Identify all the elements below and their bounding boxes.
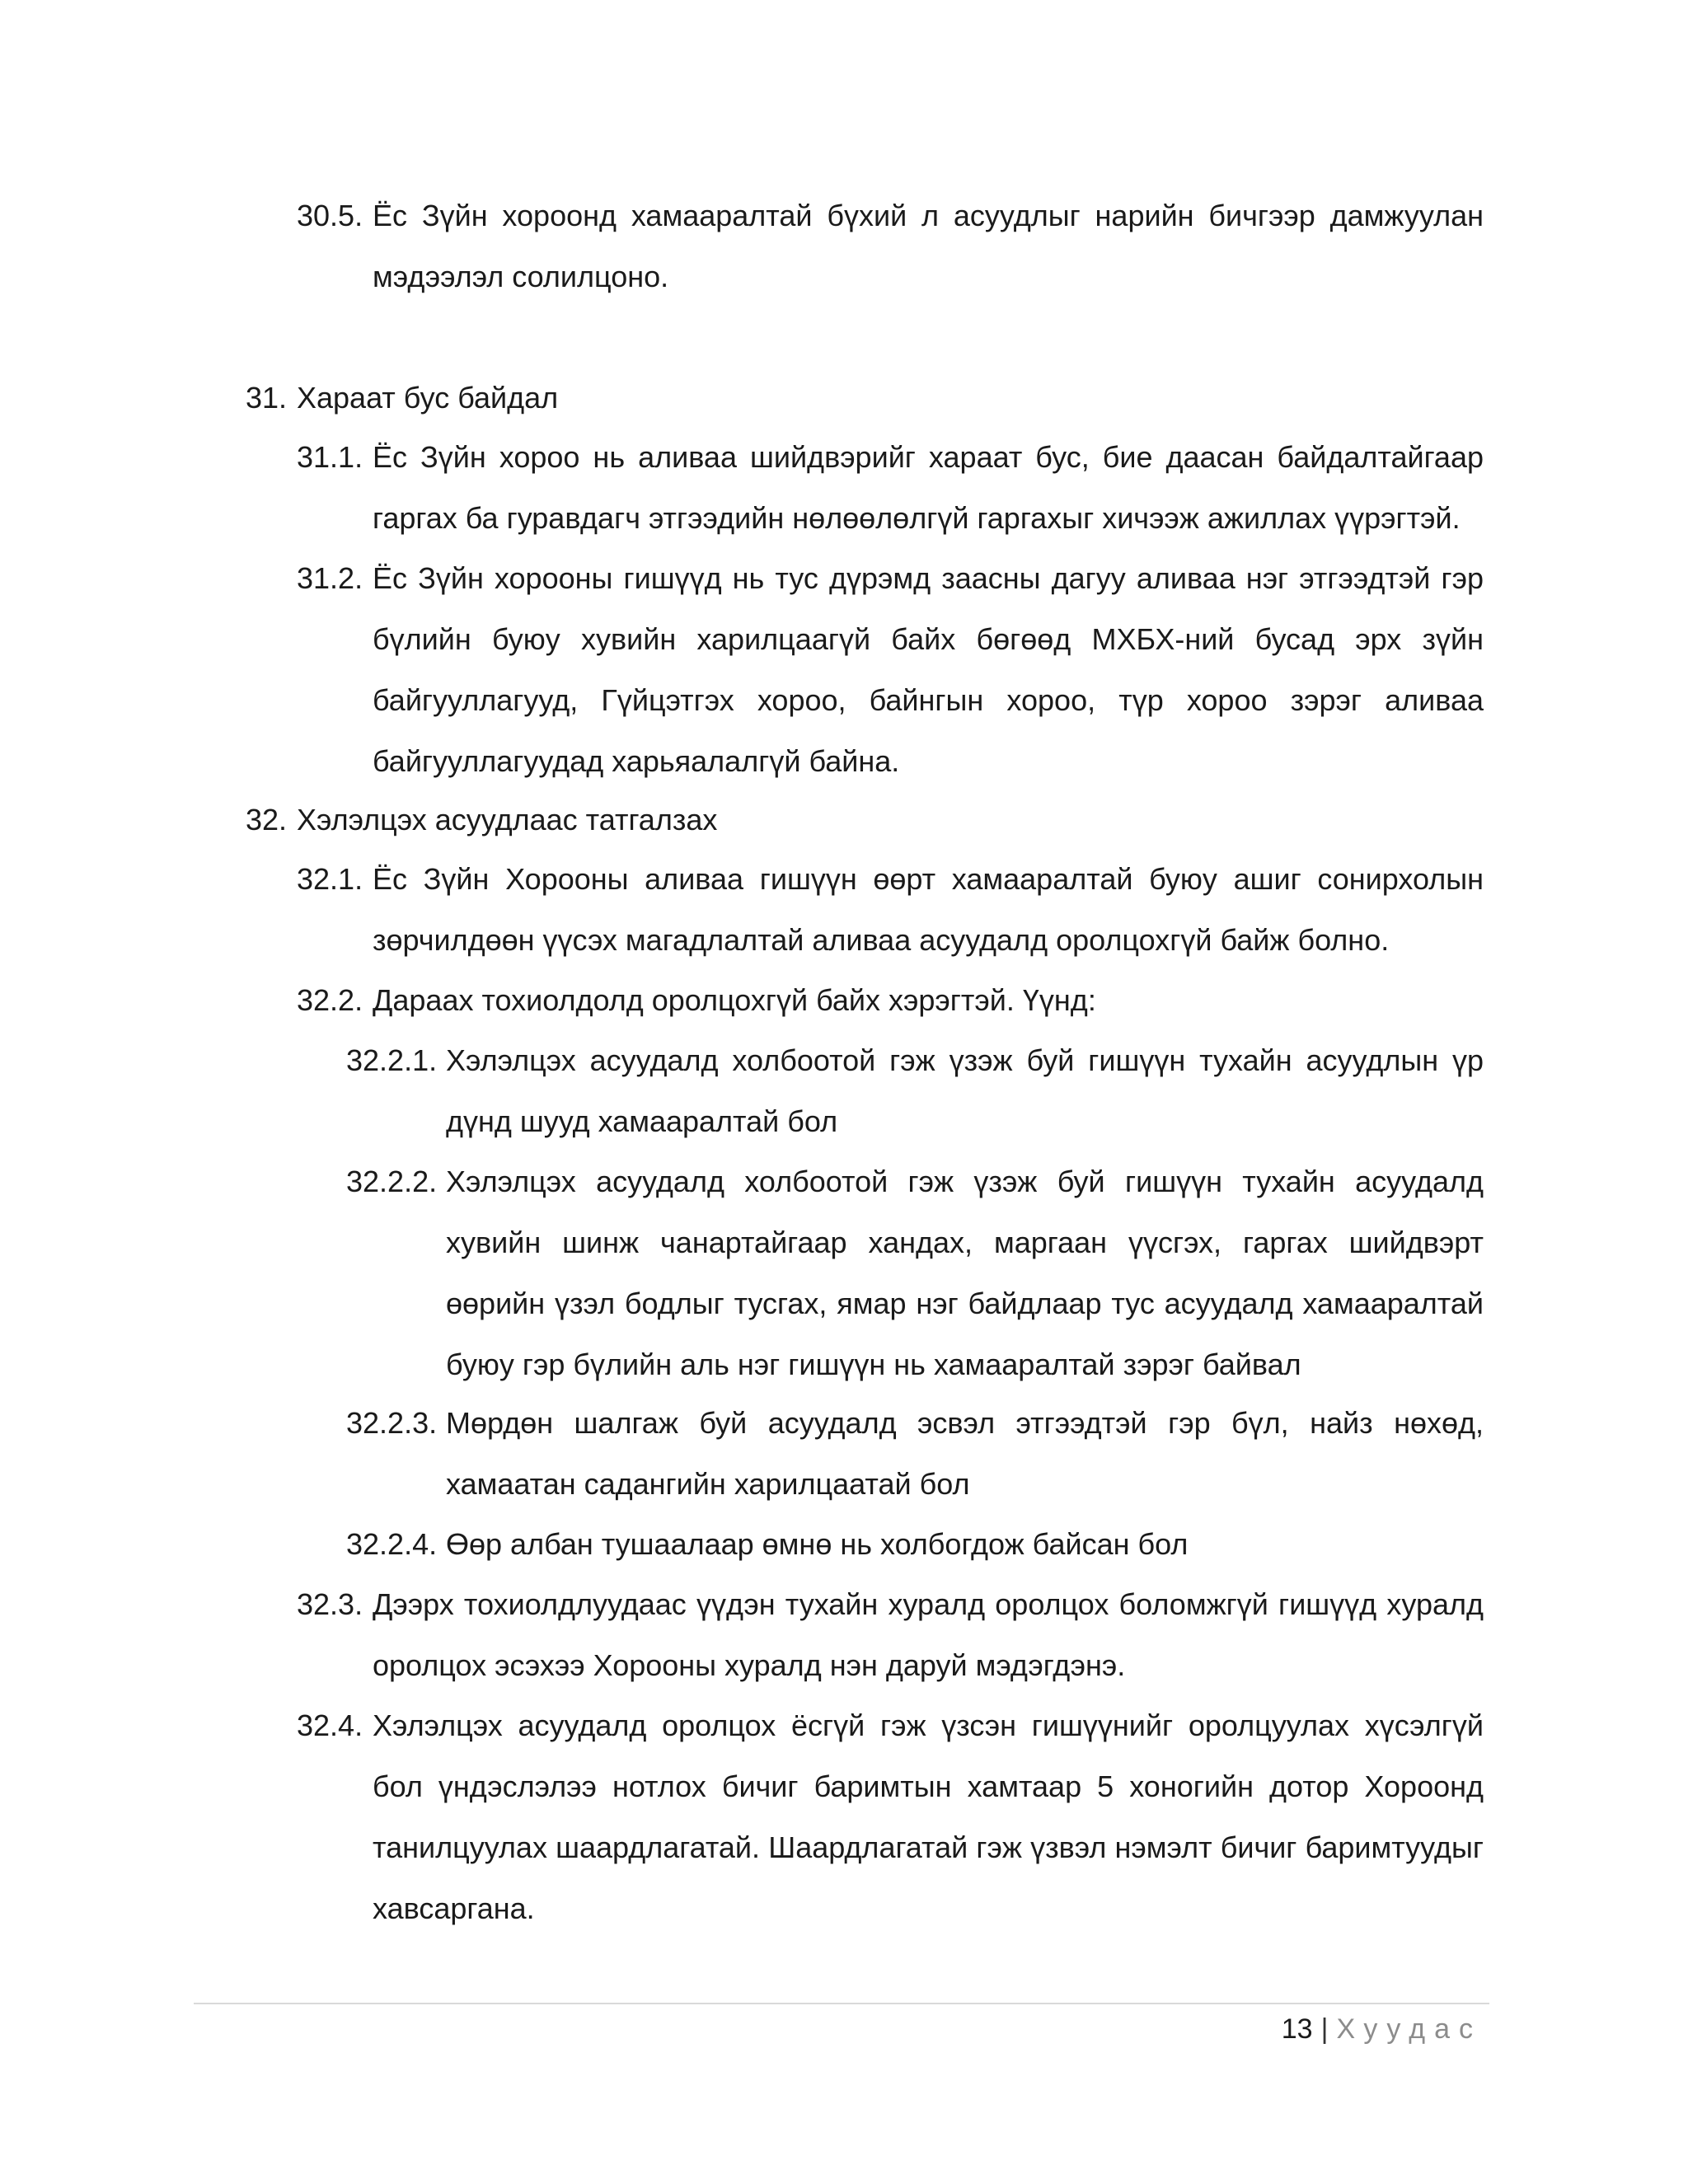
- clause-number: 32.2.3.: [346, 1406, 438, 1440]
- clause-32-2-1: [346, 1030, 1484, 1152]
- clause-text: Хэлэлцэх асуудалд холбоотой гэж үзэж буй гишүүн тухайн асуудалд хувийн шинж чанартайгаар хандах, маргаан үүсгэх, гаргах шийдвэрт өөрийн үзэл бодлыг тусгах, ямар нэг байдлаар тус асуудалд хамааралтай буюу гэр бүлийн аль нэг гишүүн нь хамааралтай зэрэг байвал: [446, 1165, 1484, 1381]
- section-number: 31.: [246, 381, 288, 415]
- section-title: Хараат бус байдал: [297, 381, 559, 415]
- clause-text: Дараах тохиолдолд оролцохгүй байх хэрэгтэй. Үүнд:: [373, 983, 1096, 1017]
- clause-text: Өөр албан тушаалаар өмнө нь холбогдож байсан бол: [446, 1527, 1189, 1561]
- section-31-heading: [246, 368, 1482, 429]
- clause-text: Ёс Зүйн хорооны гишүүд нь тус дүрэмд заасны дагуу аливаа нэг этгээдтэй гэр бүлийн буюу хувийн харилцаагүй байх бөгөөд МХБХ-ний бусад эрх зүйн байгууллагууд, Гүйцэтгэх хороо, байнгын хороо, түр хороо зэрэг аливаа байгууллагуудад харьяалалгүй байна.: [373, 561, 1484, 778]
- clause-31-2: [297, 548, 1484, 792]
- page-footer: [1282, 2004, 1482, 2054]
- clause-32-3: [297, 1574, 1484, 1696]
- clause-number: 32.2.2.: [346, 1165, 438, 1198]
- footer-separator: |: [1320, 2013, 1329, 2045]
- clause-number: 31.2.: [297, 561, 363, 595]
- clause-32-2-4: [346, 1514, 1484, 1575]
- clause-text: Дээрх тохиолдлуудаас үүдэн тухайн хуралд оролцох боломжгүй гишүүд хуралд оролцох эсэхээ Хорооны хуралд нэн даруй мэдэгдэнэ.: [373, 1587, 1484, 1682]
- clause-text: Ёс Зүйн хороо нь аливаа шийдвэрийг хараат бус, бие даасан байдалтайгаар гаргах ба гуравдагч этгээдийн нөлөөлөлгүй гаргахыг хичээж ажиллах үүрэгтэй.: [373, 440, 1484, 535]
- clause-text: Мөрдөн шалгаж буй асуудалд эсвэл этгээдтэй гэр бүл, найз нөхөд, хамаатан садангийн харилцаатай бол: [446, 1406, 1484, 1501]
- clause-text: Хэлэлцэх асуудалд оролцох ёсгүй гэж үзсэн гишүүнийг оролцуулах хүсэлгүй бол үндэслэлээ нотлох бичиг баримтын хамтаар 5 хоногийн дотор Хороонд танилцуулах шаардлагатай. Шаардлагатай гэж үзвэл нэмэлт бичиг баримтуудыг хавсаргана.: [373, 1708, 1484, 1925]
- clause-32-1: [297, 849, 1484, 971]
- clause-32-2-3: [346, 1393, 1484, 1515]
- clause-text: Ёс Зүйн хороонд хамааралтай бүхий л асуудлыг нарийн бичгээр дамжуулан мэдээлэл солилцоно.: [373, 199, 1484, 293]
- clause-32-4: [297, 1695, 1484, 1939]
- section-title: Хэлэлцэх асуудлаас татгалзах: [297, 803, 718, 837]
- clause-text: Ёс Зүйн Хорооны аливаа гишүүн өөрт хамааралтай буюу ашиг сонирхолын зөрчилдөөн үүсэх магадлалтай аливаа асуудалд оролцохгүй байж болно.: [373, 862, 1484, 957]
- clause-number: 32.3.: [297, 1587, 363, 1621]
- section-32-heading: [246, 790, 1482, 851]
- clause-text: Хэлэлцэх асуудалд холбоотой гэж үзэж буй гишүүн тухайн асуудлын үр дүнд шууд хамааралтай бол: [446, 1043, 1484, 1138]
- clause-32-2-2: [346, 1151, 1484, 1395]
- clause-30-5: [297, 185, 1484, 307]
- clause-number: 31.1.: [297, 440, 363, 474]
- section-number: 32.: [246, 803, 288, 837]
- clause-number: 32.4.: [297, 1708, 363, 1742]
- clause-number: 32.1.: [297, 862, 363, 896]
- clause-31-1: [297, 427, 1484, 549]
- clause-32-2: [297, 970, 1484, 1031]
- clause-number: 30.5.: [297, 199, 363, 232]
- page-number: 13: [1281, 2013, 1313, 2045]
- clause-number: 32.2.1.: [346, 1043, 438, 1077]
- page-label: Хуудас: [1336, 2013, 1482, 2045]
- clause-number: 32.2.4.: [346, 1527, 438, 1561]
- clause-number: 32.2.: [297, 983, 363, 1017]
